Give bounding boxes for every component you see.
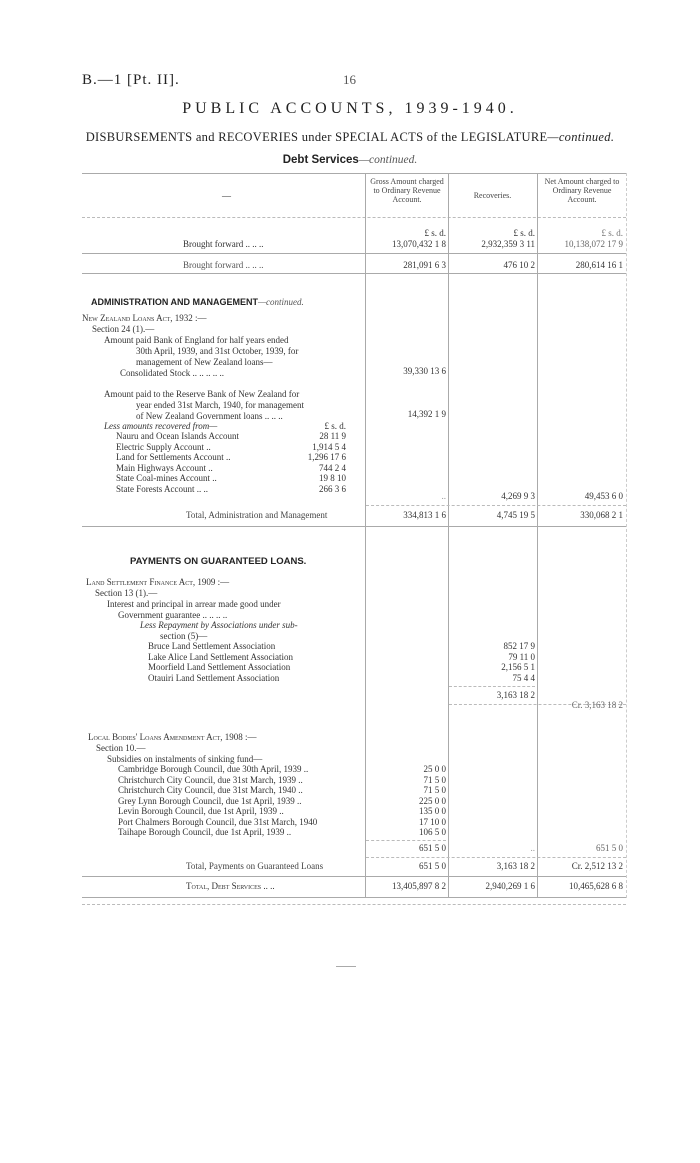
text-line: Subsidies on instalments of sinking fund— — [107, 754, 263, 764]
recovery-amount: 28 11 9 — [319, 431, 346, 441]
act-name: Local Bodies' Loans Amendment Act, 1908 :— — [88, 732, 257, 742]
table-bottom-rule-2 — [82, 904, 626, 905]
end-mark — [336, 966, 356, 967]
section-title — [0, 154, 700, 166]
total-label: Total, Payments on Guaranteed Loans — [186, 861, 324, 871]
brought-forward-rec: 476 10 2 — [503, 260, 535, 270]
council-rec: .. — [530, 843, 535, 853]
section-title-continued: —continued. — [358, 154, 418, 166]
council-name: Port Chalmers Borough Council, due 31st March, 1940 — [118, 816, 318, 827]
council-name: Cambridge Borough Council, due 30th April, 1939 .. — [118, 764, 309, 774]
text-line: Consolidated Stock .. .. .. .. .. — [120, 368, 224, 378]
association-name: Moorfield Land Settlement Association — [148, 662, 291, 672]
gross-column-header: Gross Amount charged to Ordinary Revenue Account. — [370, 177, 444, 204]
recovery-amount: 1,914 5 4 — [312, 441, 346, 452]
net-units: £ s. d. — [601, 228, 623, 238]
page-number: 16 — [343, 72, 356, 87]
rec-units: £ s. d. — [513, 228, 535, 238]
text-line: of New Zealand Government loans .. .. .. — [136, 411, 283, 421]
total-gross: 334,813 1 6 — [403, 510, 446, 520]
recoveries-column-header: Recoveries. — [473, 191, 512, 200]
grand-total-gross: 13,405,897 8 2 — [392, 881, 446, 891]
admin-heading-main: ADMINISTRATION AND MANAGEMENT — [91, 297, 258, 307]
total-rec: 3,163 18 2 — [496, 861, 535, 871]
header-bottom-rule — [82, 217, 626, 218]
text-line: Government guarantee .. .. .. .. — [118, 610, 228, 620]
gross-units: £ s. d. — [424, 228, 446, 238]
recovery-amount: 744 2 4 — [319, 462, 346, 473]
council-amount: 17 10 0 — [419, 816, 446, 827]
column-divider-4 — [626, 173, 627, 898]
recovery-name: Electric Supply Account .. — [116, 441, 211, 452]
council-amount: 71 5 0 — [423, 774, 446, 785]
brought-forward-net: 280,614 16 1 — [575, 260, 623, 270]
guaranteed-heading: PAYMENTS ON GUARANTEED LOANS. — [130, 556, 307, 567]
council-amount: 106 5 0 — [419, 827, 446, 837]
net-column-header: Net Amount charged to Ordinary Revenue Account. — [544, 177, 620, 204]
recovery-name: State Forests Account .. .. — [116, 483, 208, 494]
association-amount: 2,156 5 1 — [501, 662, 535, 672]
grand-total-net: 10,465,628 6 8 — [569, 881, 623, 891]
brought-forward-label: Brought forward .. .. .. — [183, 239, 264, 249]
brought-forward-gross: 13,070,432 1 8 — [392, 239, 446, 249]
brought-forward-rec: 2,932,359 3 11 — [481, 239, 535, 249]
council-name: Taihape Borough Council, due 1st April, 1939 .. — [118, 827, 292, 837]
council-name: Levin Borough Council, due 1st April, 1939 .. — [118, 806, 284, 816]
rule — [366, 857, 626, 858]
total-gross: 651 5 0 — [419, 861, 446, 871]
text-line: year ended 31st March, 1940, for management — [136, 400, 304, 410]
rule — [82, 253, 626, 254]
council-name: Christchurch City Council, due 31st March, 1940 .. — [118, 785, 303, 795]
recovery-name: State Coal-mines Account .. — [116, 473, 217, 483]
recovery-name: Main Highways Account .. — [116, 462, 213, 473]
brought-forward-gross: 281,091 6 3 — [403, 260, 446, 270]
text-line: Interest and principal in arrear made good under — [107, 599, 281, 609]
council-name: Grey Lynn Borough Council, due 1st April, 1939 .. — [118, 795, 302, 806]
association-name: Bruce Land Settlement Association — [148, 641, 276, 651]
act-name: New Zealand Loans Act, 1932 :— — [82, 313, 207, 323]
rec-total: 4,269 9 3 — [501, 491, 535, 501]
recovery-amount: 19 8 10 — [319, 473, 346, 483]
brought-forward-net: 10,138,072 17 9 — [564, 239, 623, 249]
association-name: Otauiri Land Settlement Association — [148, 672, 280, 683]
page-title: PUBLIC ACCOUNTS, 1939-1940. — [182, 100, 518, 117]
rule — [449, 686, 535, 687]
rec-gross-dots: .. — [441, 491, 446, 501]
grand-total-label: Total, Debt Services .. .. — [186, 881, 275, 891]
less-repayment: Less Repayment by Associations under sub- — [140, 620, 298, 630]
assoc-net: Cr. 3,163 18 2 — [571, 700, 623, 710]
text-line: management of New Zealand loans— — [136, 357, 273, 367]
report-reference: B.—1 [Pt. II]. — [82, 72, 180, 88]
total-rec: 4,745 19 5 — [496, 510, 535, 520]
rule — [82, 526, 626, 527]
rule — [82, 876, 626, 877]
association-amount: 75 4 4 — [512, 672, 535, 683]
association-amount: 852 17 9 — [503, 641, 535, 651]
council-net: 651 5 0 — [596, 843, 623, 853]
desc-column-header: — — [222, 191, 231, 201]
association-name: Lake Alice Land Settlement Association — [148, 651, 293, 662]
rec-net: 49,453 6 0 — [584, 491, 623, 501]
council-amount: 71 5 0 — [423, 785, 446, 795]
council-amount: 25 0 0 — [423, 764, 446, 774]
table-top-rule — [82, 173, 626, 174]
total-net: 330,068 2 1 — [580, 510, 623, 520]
act-section: Section 24 (1).— — [92, 324, 155, 334]
table-bottom-rule — [82, 897, 626, 898]
recovery-amount: 1,296 17 6 — [307, 452, 346, 462]
text-line: 30th April, 1939, and 31st October, 1939, for — [136, 346, 299, 356]
less-label: Less amounts recovered from— — [104, 421, 218, 431]
council-name: Christchurch City Council, due 31st March, 1939 .. — [118, 774, 303, 785]
act-section: Section 13 (1).— — [95, 588, 158, 598]
total-label: Total, Administration and Management — [186, 510, 328, 520]
recovery-name: Land for Settlements Account .. — [116, 452, 231, 462]
item-gross: 14,392 1 9 — [407, 409, 446, 419]
act-section: Section 10.— — [96, 743, 146, 753]
recovery-name: Nauru and Ocean Islands Account — [116, 431, 239, 441]
rule — [366, 505, 626, 506]
act-name: Land Settlement Finance Act, 1909 :— — [86, 577, 230, 587]
less-units: £ s. d. — [324, 421, 346, 431]
page-subtitle — [0, 130, 700, 145]
council-total: 651 5 0 — [419, 843, 446, 853]
rule — [82, 273, 626, 274]
section-title-main: Debt Services — [282, 154, 359, 166]
assoc-total: 3,163 18 2 — [496, 690, 535, 700]
grand-total-rec: 2,940,269 1 6 — [485, 881, 535, 891]
council-amount: 135 0 0 — [419, 806, 446, 816]
council-amount: 225 0 0 — [419, 795, 446, 806]
subtitle-main: DISBURSEMENTS and RECOVERIES under SPECIAL ACTS of the LEGISLATURE — [85, 130, 548, 144]
item-gross: 39,330 13 6 — [403, 366, 446, 376]
text-line: section (5)— — [160, 631, 208, 641]
column-divider-3 — [537, 173, 538, 898]
text-line: Amount paid Bank of England for half years ended — [104, 335, 289, 345]
association-amount: 79 11 0 — [508, 651, 535, 662]
rule — [366, 840, 446, 841]
column-divider-2 — [448, 173, 449, 898]
brought-forward-label: Brought forward .. .. .. — [183, 260, 264, 270]
admin-heading — [91, 292, 304, 310]
total-net: Cr. 2,512 13 2 — [571, 861, 623, 871]
admin-heading-continued: —continued. — [258, 297, 304, 307]
subtitle-continued: —continued. — [547, 130, 615, 144]
text-line — [140, 620, 298, 631]
recovery-amount: 266 3 6 — [319, 483, 346, 494]
text-line: Amount paid to the Reserve Bank of New Zealand for — [104, 389, 300, 399]
